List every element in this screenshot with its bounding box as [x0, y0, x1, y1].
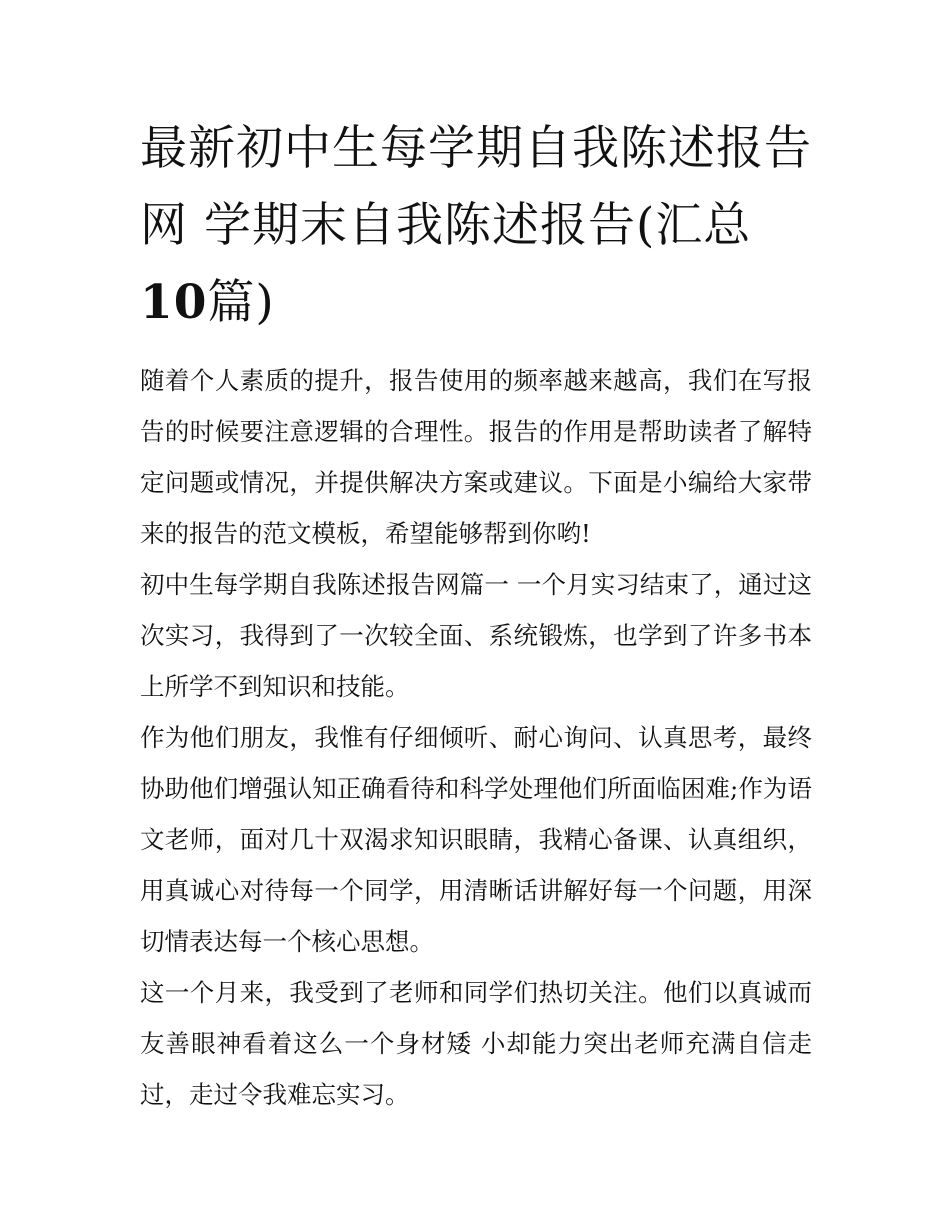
document-title [140, 110, 812, 341]
body-paragraph: 初中生每学期自我陈述报告网篇一 一个月实习结束了，通过这次实习，我得到了一次较全面、系统锻炼，也学到了许多书本上所学不到知识和技能。 [140, 570, 812, 701]
title-number: 10 [140, 275, 208, 330]
body-paragraph: 这一个月来，我受到了老师和同学们热切关注。他们以真诚而友善眼神看着这么一个身材矮 小却能力突出老师充满自信走过，走过令我难忘实习。 [140, 978, 812, 1109]
body-paragraph: 作为他们朋友，我惟有仔细倾听、耐心询问、认真思考，最终协助他们增强认知正确看待和科学处理他们所面临困难;作为语文老师，面对几十双渴求知识眼睛，我精心备课、认真组织，用真诚心对待每一个同学，用清晰话讲解好每一个问题，用深切情表达每一个核心思想。 [140, 723, 812, 956]
intro-paragraph: 随着个人素质的提升，报告使用的频率越来越高，我们在写报告的时候要注意逻辑的合理性。报告的作用是帮助读者了解特定问题或情况，并提供解决方案或建议。下面是小编给大家带来的报告的范文模板，希望能够帮到你哟! [140, 366, 812, 548]
title-text-part2: 篇) [207, 275, 275, 330]
title-text-part1: 最新初中生每学期自我陈述报告网 学期末自我陈述报告(汇总 [140, 121, 812, 253]
document-content [140, 110, 812, 1120]
